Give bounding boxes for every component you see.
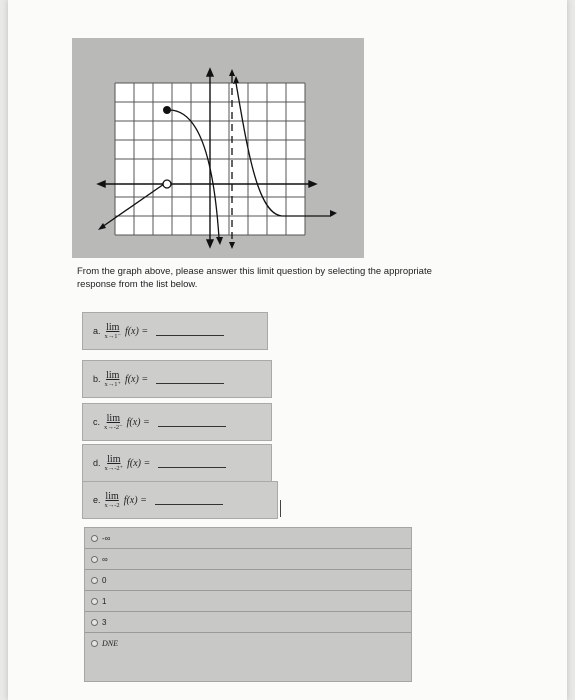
radio-button[interactable]	[91, 598, 98, 605]
question-letter: d.	[93, 458, 101, 468]
radio-button[interactable]	[91, 535, 98, 542]
limit-expression: f(x) =	[127, 457, 151, 469]
limit-word: lim	[106, 370, 120, 381]
limit-subscript: x→-2	[104, 502, 120, 509]
radio-button[interactable]	[91, 577, 98, 584]
option-label: 0	[102, 575, 107, 585]
limit-expression: f(x) =	[123, 494, 147, 506]
option-dne[interactable]	[85, 633, 411, 654]
option-label: ∞	[102, 554, 108, 564]
x-axis-left-arrow	[98, 181, 105, 187]
text-cursor	[280, 500, 281, 517]
radio-button[interactable]	[91, 556, 98, 563]
radio-button[interactable]	[91, 640, 98, 647]
question-e[interactable]	[82, 481, 278, 519]
question-letter: a.	[93, 326, 101, 336]
question-d[interactable]	[82, 444, 272, 482]
graph-image	[72, 38, 364, 258]
limit-word: lim	[107, 454, 121, 465]
prompt-line-1: From the graph above, please answer this limit question by selecting the appropriate	[77, 266, 432, 277]
limit-operator	[104, 413, 123, 431]
question-prompt	[77, 265, 517, 291]
question-c[interactable]	[82, 403, 272, 441]
question-letter: c.	[93, 417, 101, 427]
option-infinity[interactable]	[85, 549, 411, 570]
radio-button[interactable]	[91, 619, 98, 626]
option-zero[interactable]	[85, 570, 411, 591]
closed-point	[163, 106, 171, 114]
question-b[interactable]	[82, 360, 272, 398]
limit-expression: f(x) =	[124, 325, 149, 337]
limit-operator	[105, 370, 121, 388]
option-neg-infinity[interactable]	[85, 528, 411, 549]
middle-curve-down-arrow	[216, 237, 223, 245]
function-graph	[72, 38, 364, 258]
question-letter: b.	[93, 374, 101, 384]
answer-blank[interactable]	[155, 496, 223, 505]
limit-operator	[105, 322, 121, 340]
limit-word: lim	[105, 491, 119, 502]
answer-options-list	[84, 527, 412, 682]
y-axis-down-arrow	[207, 240, 213, 247]
limit-subscript: x→-2⁻	[104, 424, 123, 431]
limit-word: lim	[106, 322, 120, 333]
asymptote-down-arrow	[229, 242, 235, 249]
answer-blank[interactable]	[156, 327, 224, 336]
right-curve-up-arrow	[233, 76, 239, 84]
limit-expression: f(x) =	[124, 373, 149, 385]
option-three[interactable]	[85, 612, 411, 633]
option-label: 1	[102, 596, 107, 606]
y-axis-up-arrow	[207, 69, 213, 76]
option-one[interactable]	[85, 591, 411, 612]
option-label: -∞	[102, 533, 111, 543]
limit-word: lim	[106, 413, 120, 424]
limit-subscript: x→1⁺	[104, 381, 121, 388]
answer-blank[interactable]	[156, 375, 224, 384]
option-label: DNE	[102, 639, 118, 648]
open-point	[163, 180, 171, 188]
prompt-line-2: response from the list below.	[77, 279, 198, 290]
limit-subscript: x→-2⁺	[104, 465, 124, 472]
right-curve-arrow	[330, 210, 337, 217]
question-a[interactable]	[82, 312, 268, 350]
limit-expression: f(x) =	[126, 416, 150, 428]
answer-blank[interactable]	[158, 418, 226, 427]
answer-blank[interactable]	[158, 459, 226, 468]
question-letter: e.	[93, 495, 101, 505]
limit-subscript: x→1⁻	[104, 333, 121, 340]
limit-operator	[105, 454, 124, 472]
asymptote-up-arrow	[229, 69, 235, 76]
option-label: 3	[102, 617, 107, 627]
left-piece-arrow	[98, 223, 106, 230]
x-axis-right-arrow	[309, 181, 316, 187]
limit-operator	[105, 491, 120, 509]
